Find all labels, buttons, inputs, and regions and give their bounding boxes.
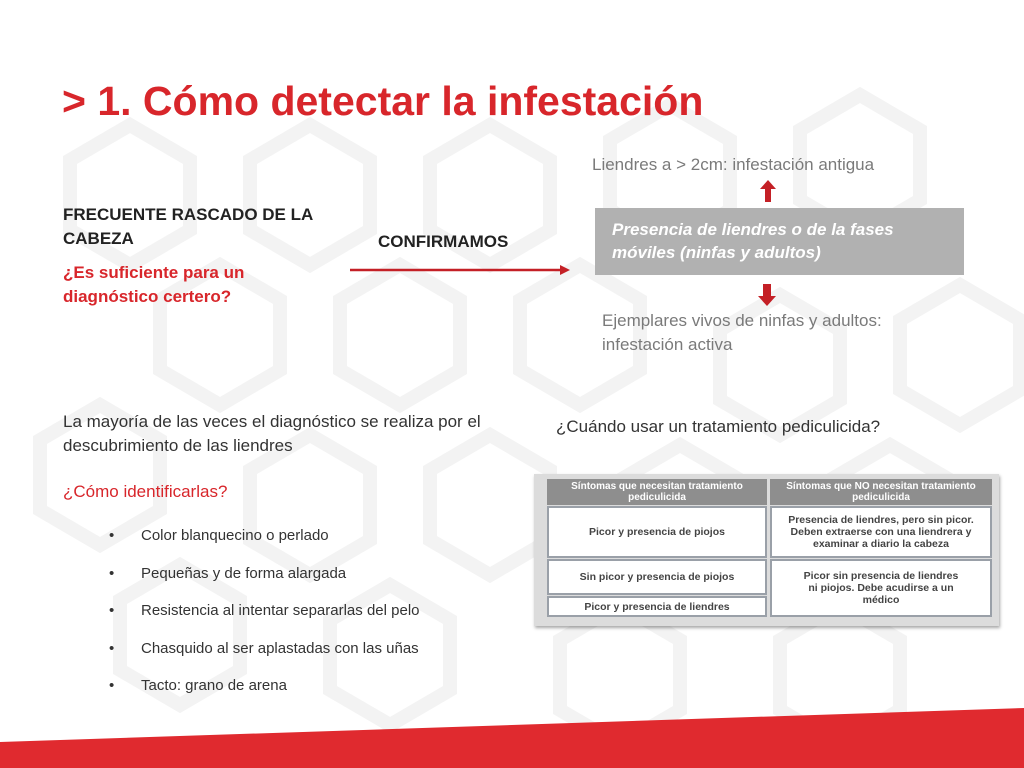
symptom-question: ¿Es suficiente para un diagnóstico certero? bbox=[63, 263, 245, 306]
symptom-heading: FRECUENTE RASCADO DE LA CABEZA bbox=[63, 205, 313, 248]
list-item-label: Resistencia al intentar separarlas del pelo bbox=[141, 602, 420, 619]
treatment-table-image bbox=[534, 474, 999, 626]
table-header-needs-treatment: Síntomas que necesitan tratamiento pediculicida bbox=[547, 479, 767, 505]
bullet-icon: • bbox=[109, 639, 115, 657]
old-infestation-note: Liendres a > 2cm: infestación antigua bbox=[592, 155, 875, 174]
bullet-icon: • bbox=[109, 527, 115, 544]
down-arrow-icon bbox=[758, 284, 776, 306]
list-item-label: Color blanquecino o perlado bbox=[141, 527, 329, 544]
bullet-icon: • bbox=[109, 602, 115, 619]
table-cell: Picor y presencia de liendres bbox=[547, 596, 767, 617]
right-arrow-icon bbox=[348, 262, 572, 278]
up-arrow-icon bbox=[760, 180, 776, 202]
list-item bbox=[109, 564, 420, 602]
table-header-no-treatment: Síntomas que NO necesitan tratamiento pediculicida bbox=[770, 479, 992, 505]
bullet-icon: • bbox=[109, 677, 115, 694]
page-title: > 1. Cómo detectar la infestación bbox=[62, 78, 704, 124]
diagnosis-text: La mayoría de las veces el diagnóstico se realiza por el descubrimiento de las liendres bbox=[63, 412, 481, 455]
table-cell: Sin picor y presencia de piojos bbox=[547, 559, 767, 595]
list-item bbox=[109, 676, 420, 714]
identify-question: ¿Cómo identificarlas? bbox=[63, 482, 228, 501]
active-infestation-note: Ejemplares vivos de ninfas y adultos: infestación activa bbox=[602, 311, 882, 354]
table-cell: Picor y presencia de piojos bbox=[547, 506, 767, 558]
table-cell: Picor sin presencia de liendres ni piojos. Debe acudirse a un médico bbox=[770, 559, 992, 617]
list-item-label: Chasquido al ser aplastadas con las uñas bbox=[141, 639, 419, 657]
bottom-red-band bbox=[0, 708, 1024, 768]
arrow-label: CONFIRMAMOS bbox=[378, 232, 509, 251]
list-item-label: Pequeñas y de forma alargada bbox=[141, 564, 347, 582]
treatment-table bbox=[547, 479, 992, 617]
list-item bbox=[109, 639, 420, 677]
identification-list bbox=[109, 526, 420, 714]
list-item-label: Tacto: grano de arena bbox=[141, 677, 287, 694]
table-cell: Presencia de liendres, pero sin picor. Deben extraerse con una liendrera y examinar a diario la cabeza bbox=[770, 506, 992, 558]
bullet-icon: • bbox=[109, 564, 115, 582]
list-item bbox=[109, 526, 420, 564]
treatment-question: ¿Cuándo usar un tratamiento pediculicida? bbox=[556, 417, 881, 436]
evidence-box-text: Presencia de liendres o de la fases móviles (ninfas y adultos) bbox=[612, 220, 894, 262]
list-item bbox=[109, 601, 420, 639]
